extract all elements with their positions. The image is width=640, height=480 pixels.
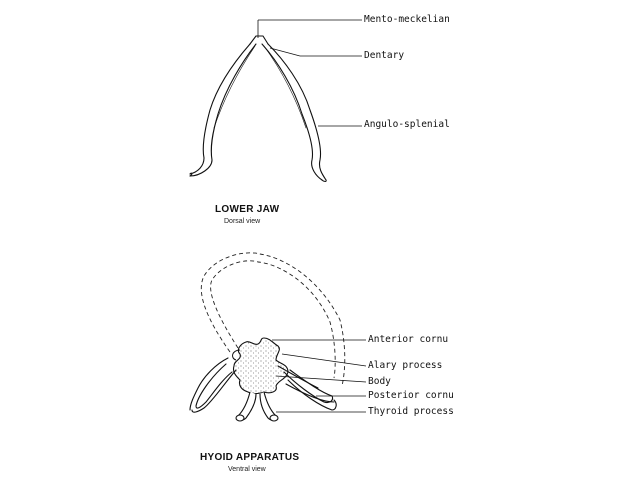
label-body: Body: [368, 376, 391, 387]
label-anterior-cornu: Anterior cornu: [368, 334, 449, 345]
lower-jaw-view: Dorsal view: [224, 218, 261, 225]
label-mento-meckelian: Mento-meckelian: [364, 14, 450, 25]
lower-jaw-drawing: [190, 36, 326, 182]
mento-meckelian-bone: [250, 36, 268, 44]
right-jaw-ramus-inner: [262, 44, 322, 180]
leader-dentary: [270, 48, 300, 56]
hyoid-body: [233, 338, 288, 394]
label-angulo-splenial: Angulo-splenial: [364, 119, 450, 130]
label-thyroid-process: Thyroid process: [368, 406, 454, 417]
right-jaw-ramus-outer: [268, 44, 326, 180]
leader-alary-process: [282, 354, 366, 366]
label-dentary: Dentary: [364, 50, 405, 61]
label-alary-process: Alary process: [368, 360, 443, 371]
left-jaw-ramus-inner: [190, 44, 256, 176]
hyoid-view: Ventral view: [228, 466, 266, 473]
thyroid-processes: [236, 392, 278, 421]
label-posterior-cornu: Posterior cornu: [368, 390, 454, 401]
lower-jaw-title: LOWER JAW: [215, 204, 280, 215]
hyoid-title: HYOID APPARATUS: [200, 452, 300, 463]
